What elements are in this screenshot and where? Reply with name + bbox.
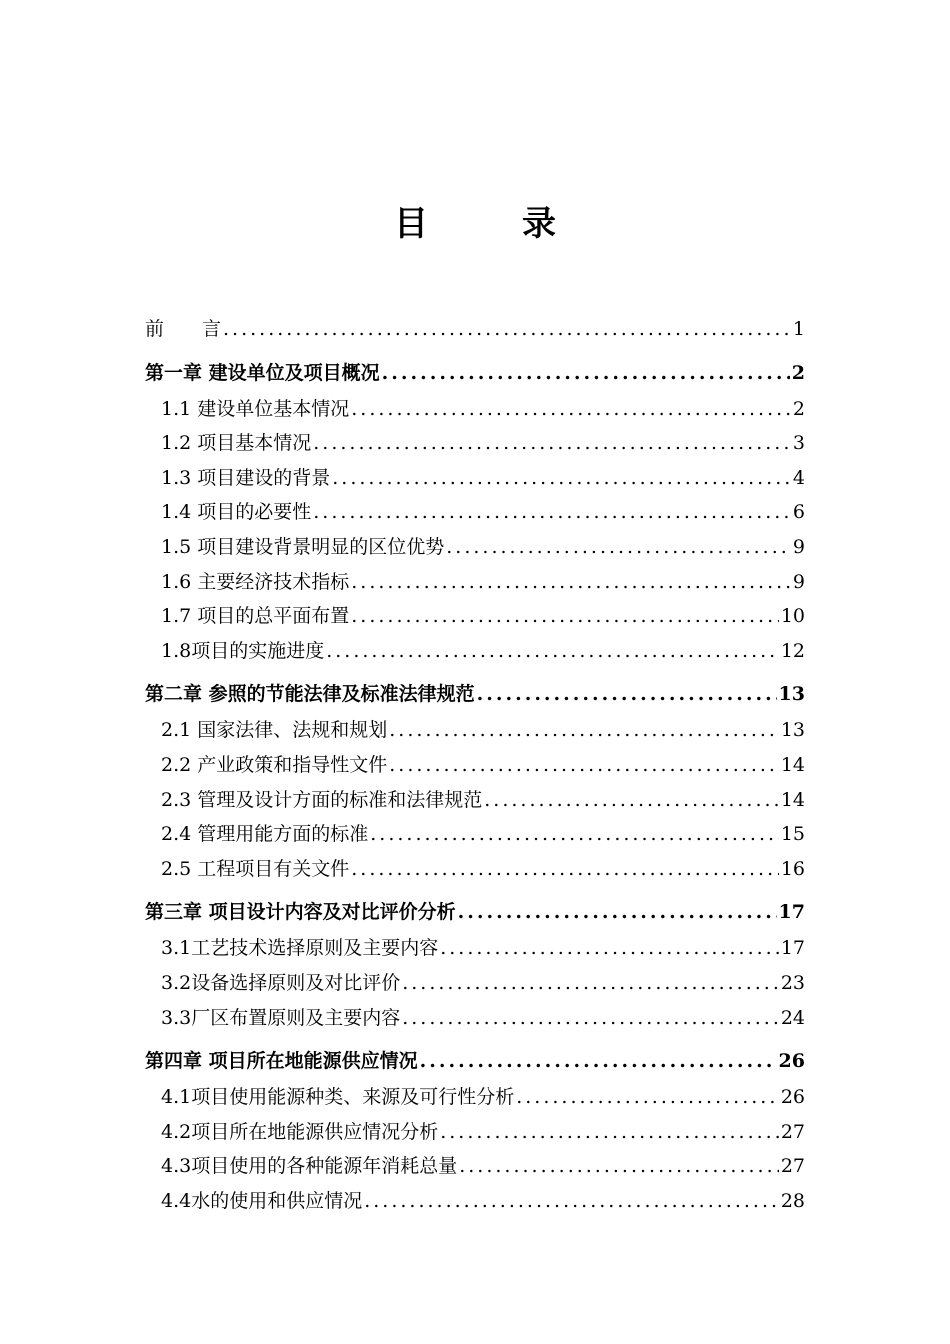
toc-entry-label: 1.8项目的实施进度 [161,639,325,662]
toc-dot-leader [459,1149,779,1184]
toc-page-number: 2 [792,397,805,420]
toc-entry-label: 1.3 项目建设的背景 [161,466,331,489]
toc-page-number: 4 [792,466,805,489]
toc-dot-leader [420,1043,777,1080]
toc-dot-leader [389,713,779,748]
toc-dot-leader [351,565,791,600]
toc-section-entry[interactable] [145,1115,805,1150]
toc-chapter-entry[interactable] [145,1043,805,1080]
toc-page-number: 9 [792,570,805,593]
toc-page-number: 3 [792,432,805,455]
toc-chapter-entry[interactable] [145,894,805,931]
toc-dot-leader [440,1115,779,1150]
toc-entry-label: 2.2 产业政策和指导性文件 [161,753,388,776]
toc-entry-label: 3.1工艺技术选择原则及主要内容 [161,937,439,960]
toc-dot-leader [389,748,779,783]
toc-page-number: 26 [778,1050,805,1073]
toc-section-entry[interactable] [145,565,805,600]
toc-chapter-entry[interactable] [145,676,805,713]
toc-section-entry[interactable] [145,426,805,461]
toc-section-entry[interactable] [145,599,805,634]
toc-page-number: 13 [778,683,805,706]
toc-page-number: 17 [778,901,805,924]
toc-entry-label: 2.5 工程项目有关文件 [161,857,350,880]
toc-dot-leader [484,783,779,818]
toc-entry-label: 4.3项目使用的各种能源年消耗总量 [161,1155,458,1178]
toc-section-entry[interactable] [145,1184,805,1219]
toc-entry-label: 1.7 项目的总平面布置 [161,605,350,628]
toc-page-number: 27 [780,1120,805,1143]
toc-entry-label: 第二章 参照的节能法律及标准法律规范 [145,683,475,706]
toc-chapter-entry[interactable] [145,355,805,392]
toc-page-number: 6 [792,501,805,524]
toc-dot-leader [402,966,779,1001]
toc-section-entry[interactable] [145,461,805,496]
toc-entry-label: 1.2 项目基本情况 [161,432,312,455]
toc-page-number: 1 [792,318,805,340]
toc-page-number: 23 [780,971,805,994]
toc-dot-leader [446,530,791,565]
toc-entry-label: 2.4 管理用能方面的标准 [161,823,369,846]
toc-dot-leader [382,355,790,392]
toc-section-entry[interactable] [145,748,805,783]
table-of-contents [145,312,805,1218]
toc-entry-label: 3.2设备选择原则及对比评价 [161,971,401,994]
toc-dot-leader [351,852,779,887]
toc-dot-leader [440,931,779,966]
toc-section-entry[interactable] [145,713,805,748]
toc-section-entry[interactable] [145,852,805,887]
toc-dot-leader [223,312,791,347]
toc-dot-leader [326,634,779,669]
toc-entry-label: 3.3厂区布置原则及主要内容 [161,1006,401,1029]
toc-dot-leader [370,817,779,852]
toc-page-number: 9 [792,535,805,558]
toc-section-entry[interactable] [145,392,805,427]
toc-section-entry[interactable] [145,1080,805,1115]
toc-entry-label: 前 言 [145,318,222,340]
toc-entry-label: 1.4 项目的必要性 [161,501,312,524]
toc-page-number: 14 [780,788,805,811]
toc-page-number: 10 [780,605,805,628]
toc-section-entry[interactable] [145,783,805,818]
toc-entry-label: 4.2项目所在地能源供应情况分析 [161,1120,439,1143]
toc-preface-entry[interactable] [145,312,805,347]
toc-dot-leader [313,495,791,530]
toc-page-number: 24 [780,1006,805,1029]
toc-page-number: 15 [780,823,805,846]
toc-entry-label: 4.1项目使用能源种类、来源及可行性分析 [161,1086,515,1109]
toc-section-entry[interactable] [145,530,805,565]
toc-page-number: 2 [791,361,805,384]
toc-dot-leader [351,392,791,427]
toc-dot-leader [313,426,791,461]
toc-dot-leader [351,599,779,634]
toc-dot-leader [364,1184,779,1219]
toc-page-number: 16 [780,857,805,880]
toc-section-entry[interactable] [145,495,805,530]
toc-page-number: 13 [780,719,805,742]
toc-section-entry[interactable] [145,1001,805,1036]
toc-page-number: 12 [780,639,805,662]
toc-page-number: 27 [780,1155,805,1178]
toc-dot-leader [477,676,777,713]
toc-page-number: 26 [780,1086,805,1109]
toc-entry-label: 1.1 建设单位基本情况 [161,397,350,420]
toc-entry-label: 2.1 国家法律、法规和规划 [161,719,388,742]
toc-dot-leader [332,461,791,496]
toc-dot-leader [458,894,777,931]
toc-section-entry[interactable] [145,817,805,852]
toc-section-entry[interactable] [145,966,805,1001]
toc-dot-leader [402,1001,779,1036]
toc-entry-label: 第三章 项目设计内容及对比评价分析 [145,901,456,924]
toc-entry-label: 2.3 管理及设计方面的标准和法律规范 [161,788,483,811]
toc-page-number: 17 [780,937,805,960]
toc-entry-label: 第一章 建设单位及项目概况 [145,361,380,384]
toc-entry-label: 1.5 项目建设背景明显的区位优势 [161,535,445,558]
toc-section-entry[interactable] [145,634,805,669]
toc-section-entry[interactable] [145,931,805,966]
toc-section-entry[interactable] [145,1149,805,1184]
toc-page-number: 14 [780,753,805,776]
toc-dot-leader [516,1080,779,1115]
toc-entry-label: 4.4水的使用和供应情况 [161,1189,363,1212]
page-title: 目 录 [394,204,586,244]
toc-page-number: 28 [780,1189,805,1212]
toc-entry-label: 第四章 项目所在地能源供应情况 [145,1050,418,1073]
toc-entry-label: 1.6 主要经济技术指标 [161,570,350,593]
